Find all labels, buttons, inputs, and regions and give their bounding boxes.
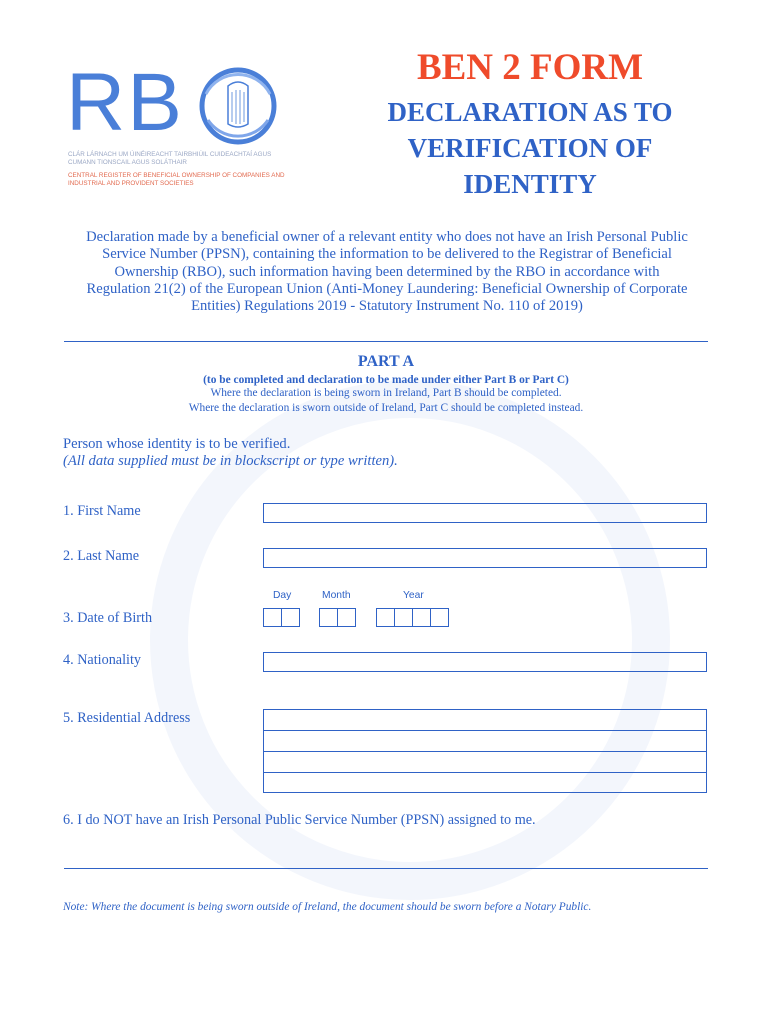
logo-english-text: CENTRAL REGISTER OF BENEFICIAL OWNERSHIP OF COMPANIES AND INDUSTRIAL AND PROVIDENT SOCIETIES: [68, 172, 285, 187]
address-line-1[interactable]: [264, 710, 706, 731]
divider-bottom: [64, 868, 708, 869]
last-name-label: 2. Last Name: [63, 548, 140, 564]
form-subtitle: [360, 94, 700, 202]
address-label: 5. Residential Address: [63, 710, 191, 726]
intro-line: Declaration made by a beneficial owner of a relevant entity who does not have an Irish Personal Public: [86, 229, 688, 245]
person-note: (All data supplied must be in blockscript or type written).: [63, 453, 398, 469]
rbo-logo-letters: RB: [66, 57, 184, 148]
dob-day-digit-1[interactable]: [263, 608, 282, 627]
dob-month-digit-2[interactable]: [337, 608, 356, 627]
subtitle-line: DECLARATION AS TO: [387, 97, 673, 127]
dob-year-label: Year: [403, 590, 424, 601]
last-name-field[interactable]: [263, 548, 707, 568]
intro-line: Entities) Regulations 2019 - Statutory Instrument No. 110 of 2019): [191, 298, 583, 315]
address-line-4[interactable]: [264, 773, 706, 794]
first-name-label: 1. First Name: [63, 503, 141, 519]
part-a-instruction-ireland: Where the declaration is being sworn in Ireland, Part B should be completed.: [210, 387, 562, 399]
address-field[interactable]: [263, 709, 707, 793]
part-a-subtitle: (to be completed and declaration to be made under either Part B or Part C): [203, 374, 569, 386]
subtitle-line: VERIFICATION OF: [407, 133, 653, 163]
nationality-label: 4. Nationality: [63, 652, 142, 668]
dob-year-digit-4[interactable]: [430, 608, 449, 627]
rbo-logo-harp-o-icon: [196, 64, 280, 148]
form-title: BEN 2 FORM: [416, 47, 644, 88]
logo-irish-text: CLÁR LÁRNACH UM ÚINÉIREACHT TAIRBHIÚIL CUIDEACHTAÍ AGUS CUMANN TIONSCAIL AGUS SOLÁTHAIR: [68, 151, 272, 166]
dob-year-digit-1[interactable]: [376, 608, 395, 627]
address-line-2[interactable]: [264, 731, 706, 752]
ppsn-statement: 6. I do NOT have an Irish Personal Public Service Number (PPSN) assigned to me.: [63, 812, 536, 828]
footer-note: Note: Where the document is being sworn outside of Ireland, the document should be sworn before a Notary Public.: [63, 901, 592, 913]
dob-year-digit-2[interactable]: [394, 608, 413, 627]
part-a-instruction-abroad: Where the declaration is sworn outside of Ireland, Part C should be completed instead.: [188, 402, 584, 414]
divider-top: [64, 341, 708, 342]
first-name-field[interactable]: [263, 503, 707, 523]
nationality-field[interactable]: [263, 652, 707, 672]
dob-year-digit-3[interactable]: [412, 608, 431, 627]
address-line-3[interactable]: [264, 752, 706, 773]
dob-label: 3. Date of Birth: [63, 610, 153, 626]
dob-day-digit-2[interactable]: [281, 608, 300, 627]
part-a-title: PART A: [357, 353, 415, 370]
intro-line: Service Number (PPSN), containing the information to be delivered to the Registrar of Beneficial: [102, 246, 672, 263]
intro-paragraph: [64, 229, 710, 315]
intro-line: Regulation 21(2) of the European Union (Anti-Money Laundering: Beneficial Ownership of Corporate: [86, 280, 688, 297]
subtitle-line: IDENTITY: [463, 169, 597, 199]
intro-line: Ownership (RBO), such information having been determined by the RBO in accordance with: [114, 263, 660, 280]
dob-month-label: Month: [322, 590, 351, 601]
dob-month-digit-1[interactable]: [319, 608, 338, 627]
person-heading: Person whose identity is to be verified.: [63, 436, 291, 452]
dob-day-label: Day: [273, 590, 292, 601]
